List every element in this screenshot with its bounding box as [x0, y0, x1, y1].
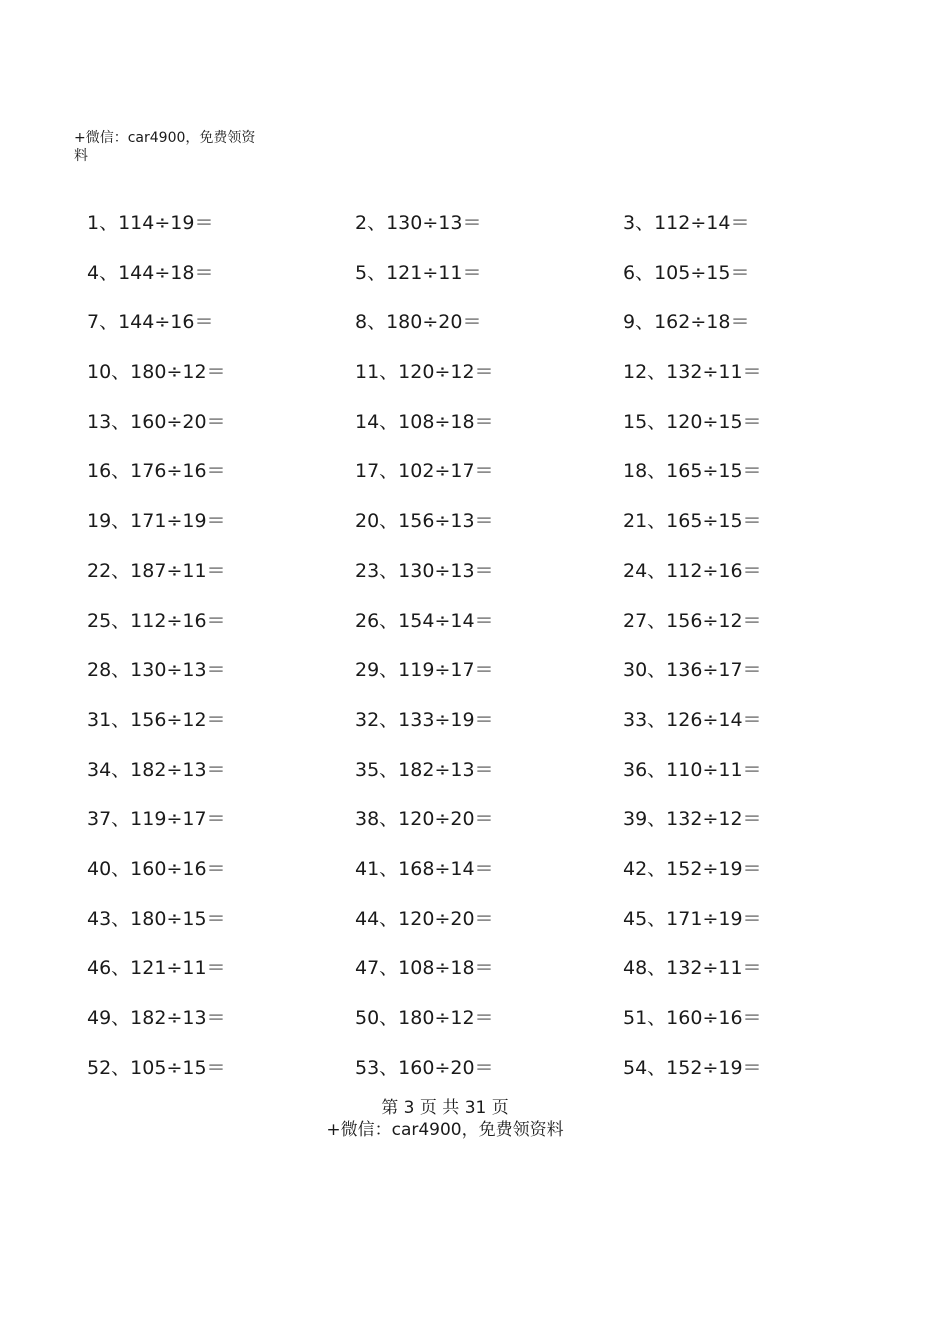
- problem-item: 32、133÷19＝: [355, 708, 494, 731]
- problem-item: 1、114÷19＝: [87, 212, 214, 234]
- problem-item: 5、121÷11＝: [355, 261, 482, 284]
- problem-item: 31、156÷12＝: [87, 708, 226, 731]
- problem-item: 33、126÷14＝: [623, 708, 762, 731]
- problem-item: 45、171÷19＝: [623, 907, 762, 930]
- problem-item: 42、152÷19＝: [623, 857, 762, 880]
- problem-item: 16、176÷16＝: [87, 460, 226, 483]
- problem-item: 40、160÷16＝: [87, 857, 226, 880]
- problem-item: 25、112÷16＝: [87, 609, 226, 632]
- problem-item: 2、130÷13＝: [355, 212, 482, 234]
- problem-item: 39、132÷12＝: [623, 808, 762, 831]
- problem-item: 43、180÷15＝: [87, 907, 226, 930]
- problem-item: 26、154÷14＝: [355, 609, 494, 632]
- problem-item: 44、120÷20＝: [355, 907, 494, 930]
- problem-grid: [87, 199, 887, 1093]
- problem-item: 54、152÷19＝: [623, 1056, 762, 1079]
- problem-item: 37、119÷17＝: [87, 808, 226, 831]
- problem-item: 35、182÷13＝: [355, 758, 494, 781]
- problem-item: 19、171÷19＝: [87, 510, 226, 533]
- problem-item: 21、165÷15＝: [623, 510, 762, 533]
- problem-item: 38、120÷20＝: [355, 808, 494, 831]
- problem-item: 15、120÷15＝: [623, 410, 762, 433]
- problem-item: 22、187÷11＝: [87, 559, 226, 582]
- problem-item: 11、120÷12＝: [355, 361, 494, 384]
- problem-item: 23、130÷13＝: [355, 559, 494, 582]
- problem-item: 6、105÷15＝: [623, 261, 750, 284]
- problem-item: 18、165÷15＝: [623, 460, 762, 483]
- problem-item: 17、102÷17＝: [355, 460, 494, 483]
- problem-item: 34、182÷13＝: [87, 758, 226, 781]
- problem-item: 24、112÷16＝: [623, 559, 762, 582]
- problem-item: 30、136÷17＝: [623, 659, 762, 682]
- problem-item: 52、105÷15＝: [87, 1056, 226, 1079]
- problem-item: 3、112÷14＝: [623, 212, 750, 234]
- problem-item: 10、180÷12＝: [87, 361, 226, 384]
- problem-item: 14、108÷18＝: [355, 410, 494, 433]
- problem-item: 46、121÷11＝: [87, 957, 226, 980]
- problem-item: 12、132÷11＝: [623, 361, 762, 384]
- problem-item: 29、119÷17＝: [355, 659, 494, 682]
- problem-item: 8、180÷20＝: [355, 311, 482, 334]
- problem-item: 49、182÷13＝: [87, 1007, 226, 1029]
- page-number: 第 3 页 共 31 页: [381, 1098, 509, 1118]
- header-note: +微信：car4900，免费领资料: [74, 130, 256, 164]
- problem-item: 36、110÷11＝: [623, 758, 762, 781]
- problem-item: 9、162÷18＝: [623, 311, 750, 334]
- problem-item: 47、108÷18＝: [355, 957, 494, 980]
- problem-item: 13、160÷20＝: [87, 410, 226, 433]
- problem-item: 28、130÷13＝: [87, 659, 226, 682]
- problem-item: 7、144÷16＝: [87, 311, 214, 334]
- problem-item: 50、180÷12＝: [355, 1007, 494, 1029]
- problem-item: 20、156÷13＝: [355, 510, 494, 533]
- problem-item: 4、144÷18＝: [87, 261, 214, 284]
- problem-item: 41、168÷14＝: [355, 857, 494, 880]
- problem-item: 27、156÷12＝: [623, 609, 762, 632]
- problem-item: 48、132÷11＝: [623, 957, 762, 980]
- footer-note: +微信：car4900，免费领资料: [326, 1120, 564, 1140]
- problem-item: 53、160÷20＝: [355, 1056, 494, 1079]
- problem-item: 51、160÷16＝: [623, 1007, 762, 1029]
